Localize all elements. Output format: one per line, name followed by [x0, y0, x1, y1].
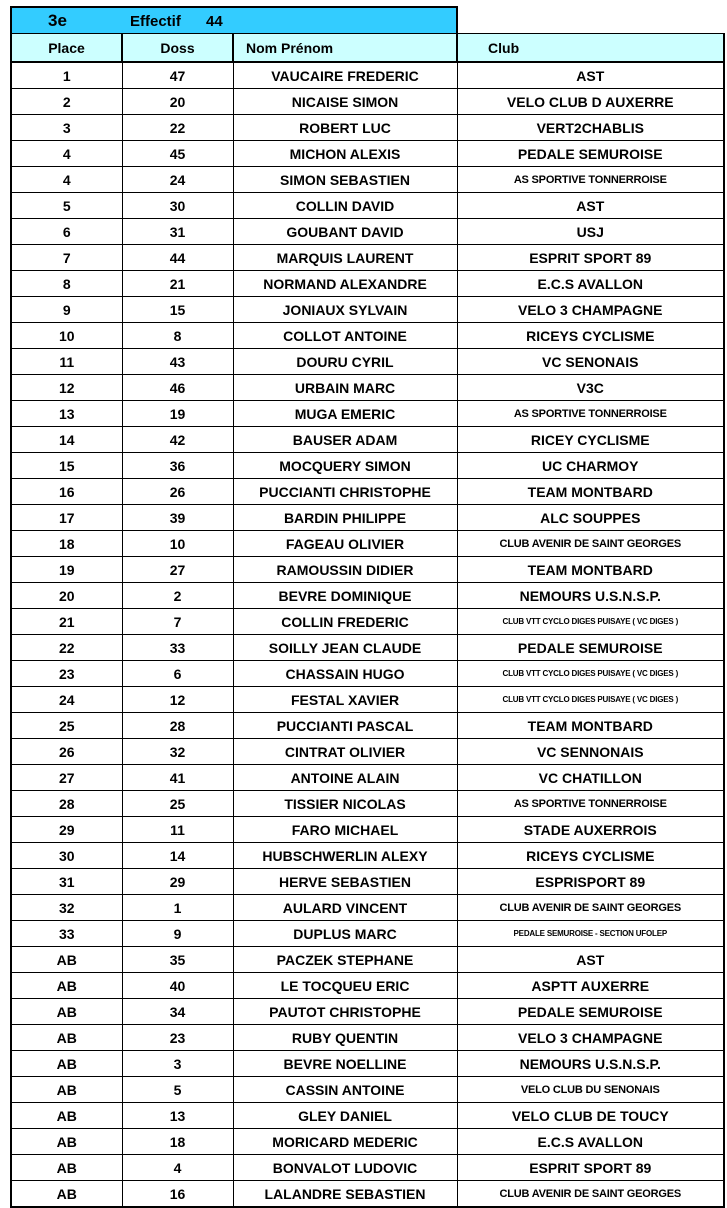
- cell-place: 8: [11, 271, 122, 297]
- cell-name: ROBERT LUC: [233, 115, 457, 141]
- table-row: [11, 62, 724, 89]
- cell-place: 31: [11, 869, 122, 895]
- results-table: [10, 6, 725, 1208]
- table-row: [11, 245, 724, 271]
- cell-club: ESPRISPORT 89: [457, 869, 724, 895]
- cell-doss: 46: [122, 375, 233, 401]
- cell-club: CLUB AVENIR DE SAINT GEORGES: [457, 531, 724, 557]
- cell-name: BEVRE NOELLINE: [233, 1051, 457, 1077]
- cell-doss: 36: [122, 453, 233, 479]
- table-row: [11, 401, 724, 427]
- cell-place: 6: [11, 219, 122, 245]
- table-row: [11, 999, 724, 1025]
- table-row: [11, 895, 724, 921]
- cell-club: CLUB AVENIR DE SAINT GEORGES: [457, 1181, 724, 1208]
- cell-name: HERVE SEBASTIEN: [233, 869, 457, 895]
- cell-name: NORMAND ALEXANDRE: [233, 271, 457, 297]
- table-row: [11, 479, 724, 505]
- cell-doss: 13: [122, 1103, 233, 1129]
- cell-place: 3: [11, 115, 122, 141]
- cell-club: TEAM MONTBARD: [457, 713, 724, 739]
- cell-doss: 16: [122, 1181, 233, 1208]
- cell-doss: 14: [122, 843, 233, 869]
- table-row: [11, 167, 724, 193]
- column-header-doss: Doss: [122, 34, 233, 63]
- cell-doss: 24: [122, 167, 233, 193]
- cell-club: AST: [457, 62, 724, 89]
- cell-club: RICEY CYCLISME: [457, 427, 724, 453]
- cell-club: VELO 3 CHAMPAGNE: [457, 297, 724, 323]
- cell-doss: 43: [122, 349, 233, 375]
- cell-place: 4: [11, 167, 122, 193]
- cell-place: 7: [11, 245, 122, 271]
- cell-place: 17: [11, 505, 122, 531]
- cell-place: 22: [11, 635, 122, 661]
- cell-place: 15: [11, 453, 122, 479]
- cell-club: USJ: [457, 219, 724, 245]
- cell-place: AB: [11, 1051, 122, 1077]
- cell-club: CLUB VTT CYCLO DIGES PUISAYE ( VC DIGES ): [457, 687, 724, 713]
- table-row: [11, 297, 724, 323]
- cell-doss: 34: [122, 999, 233, 1025]
- cell-doss: 33: [122, 635, 233, 661]
- cell-club: CLUB VTT CYCLO DIGES PUISAYE ( VC DIGES ): [457, 661, 724, 687]
- cell-place: AB: [11, 1181, 122, 1208]
- cell-place: 5: [11, 193, 122, 219]
- cell-doss: 4: [122, 1155, 233, 1181]
- table-row: [11, 89, 724, 115]
- effectif-label: Effectif: [130, 12, 181, 30]
- table-row: [11, 115, 724, 141]
- cell-club: RICEYS CYCLISME: [457, 323, 724, 349]
- cell-name: CINTRAT OLIVIER: [233, 739, 457, 765]
- cell-place: 18: [11, 531, 122, 557]
- cell-name: LALANDRE SEBASTIEN: [233, 1181, 457, 1208]
- cell-doss: 7: [122, 609, 233, 635]
- cell-doss: 35: [122, 947, 233, 973]
- cell-place: 19: [11, 557, 122, 583]
- cell-club: VELO CLUB D AUXERRE: [457, 89, 724, 115]
- cell-doss: 30: [122, 193, 233, 219]
- cell-name: COLLIN DAVID: [233, 193, 457, 219]
- cell-place: AB: [11, 1129, 122, 1155]
- cell-name: HUBSCHWERLIN ALEXY: [233, 843, 457, 869]
- cell-club: VELO CLUB DU SENONAIS: [457, 1077, 724, 1103]
- cell-club: AST: [457, 947, 724, 973]
- cell-club: PEDALE SEMUROISE - SECTION UFOLEP: [457, 921, 724, 947]
- table-row: [11, 947, 724, 973]
- cell-club: PEDALE SEMUROISE: [457, 635, 724, 661]
- cell-club: TEAM MONTBARD: [457, 479, 724, 505]
- table-row: [11, 635, 724, 661]
- cell-club: VC SENONAIS: [457, 349, 724, 375]
- cell-name: FAGEAU OLIVIER: [233, 531, 457, 557]
- category-header: [11, 7, 457, 34]
- cell-place: AB: [11, 973, 122, 999]
- table-row: [11, 713, 724, 739]
- cell-doss: 5: [122, 1077, 233, 1103]
- cell-doss: 10: [122, 531, 233, 557]
- cell-doss: 27: [122, 557, 233, 583]
- cell-doss: 12: [122, 687, 233, 713]
- cell-club: ASPTT AUXERRE: [457, 973, 724, 999]
- cell-doss: 20: [122, 89, 233, 115]
- table-row: [11, 1051, 724, 1077]
- cell-doss: 15: [122, 297, 233, 323]
- cell-place: 28: [11, 791, 122, 817]
- cell-name: BEVRE DOMINIQUE: [233, 583, 457, 609]
- cell-doss: 32: [122, 739, 233, 765]
- cell-name: CHASSAIN HUGO: [233, 661, 457, 687]
- table-row: [11, 349, 724, 375]
- cell-name: MUGA EMERIC: [233, 401, 457, 427]
- cell-club: CLUB AVENIR DE SAINT GEORGES: [457, 895, 724, 921]
- table-row: [11, 193, 724, 219]
- effectif-value: 44: [206, 12, 223, 30]
- cell-name: PACZEK STEPHANE: [233, 947, 457, 973]
- cell-doss: 41: [122, 765, 233, 791]
- table-row: [11, 1155, 724, 1181]
- cell-name: AULARD VINCENT: [233, 895, 457, 921]
- cell-name: COLLOT ANTOINE: [233, 323, 457, 349]
- cell-name: GLEY DANIEL: [233, 1103, 457, 1129]
- cell-club: RICEYS CYCLISME: [457, 843, 724, 869]
- cell-place: 13: [11, 401, 122, 427]
- cell-doss: 9: [122, 921, 233, 947]
- table-row: [11, 687, 724, 713]
- cell-place: 2: [11, 89, 122, 115]
- cell-place: 25: [11, 713, 122, 739]
- cell-club: NEMOURS U.S.N.S.P.: [457, 583, 724, 609]
- cell-club: AS SPORTIVE TONNERROISE: [457, 401, 724, 427]
- cell-club: VERT2CHABLIS: [457, 115, 724, 141]
- cell-place: 16: [11, 479, 122, 505]
- cell-name: MARQUIS LAURENT: [233, 245, 457, 271]
- table-row: [11, 739, 724, 765]
- cell-doss: 22: [122, 115, 233, 141]
- table-row: [11, 843, 724, 869]
- cell-doss: 3: [122, 1051, 233, 1077]
- cell-place: 20: [11, 583, 122, 609]
- cell-doss: 47: [122, 62, 233, 89]
- cell-club: PEDALE SEMUROISE: [457, 999, 724, 1025]
- cell-name: MOCQUERY SIMON: [233, 453, 457, 479]
- table-row: [11, 1025, 724, 1051]
- cell-name: DUPLUS MARC: [233, 921, 457, 947]
- cell-club: UC CHARMOY: [457, 453, 724, 479]
- table-row: [11, 791, 724, 817]
- cell-place: 27: [11, 765, 122, 791]
- cell-doss: 21: [122, 271, 233, 297]
- cell-club: V3C: [457, 375, 724, 401]
- cell-doss: 1: [122, 895, 233, 921]
- cell-doss: 44: [122, 245, 233, 271]
- cell-name: SOILLY JEAN CLAUDE: [233, 635, 457, 661]
- table-row: [11, 505, 724, 531]
- cell-doss: 8: [122, 323, 233, 349]
- column-header-club: Club: [457, 34, 724, 63]
- cell-name: FARO MICHAEL: [233, 817, 457, 843]
- cell-doss: 19: [122, 401, 233, 427]
- table-row: [11, 1077, 724, 1103]
- cell-doss: 18: [122, 1129, 233, 1155]
- cell-name: RUBY QUENTIN: [233, 1025, 457, 1051]
- cell-club: VELO CLUB DE TOUCY: [457, 1103, 724, 1129]
- column-header-name: Nom Prénom: [233, 34, 457, 63]
- cell-place: 11: [11, 349, 122, 375]
- table-row: [11, 609, 724, 635]
- table-row: [11, 765, 724, 791]
- table-row: [11, 973, 724, 999]
- table-row: [11, 583, 724, 609]
- column-header-place: Place: [11, 34, 122, 63]
- cell-name: PAUTOT CHRISTOPHE: [233, 999, 457, 1025]
- cell-place: 24: [11, 687, 122, 713]
- table-row: [11, 323, 724, 349]
- table-row: [11, 1103, 724, 1129]
- cell-doss: 11: [122, 817, 233, 843]
- cell-name: BAUSER ADAM: [233, 427, 457, 453]
- cell-name: DOURU CYRIL: [233, 349, 457, 375]
- cell-place: 12: [11, 375, 122, 401]
- results-sheet: [10, 6, 723, 1208]
- cell-club: AST: [457, 193, 724, 219]
- cell-place: AB: [11, 1077, 122, 1103]
- cell-club: VC CHATILLON: [457, 765, 724, 791]
- table-row: [11, 921, 724, 947]
- cell-place: AB: [11, 1025, 122, 1051]
- cell-place: 32: [11, 895, 122, 921]
- cell-place: AB: [11, 1155, 122, 1181]
- cell-name: LE TOCQUEU ERIC: [233, 973, 457, 999]
- cell-place: AB: [11, 1103, 122, 1129]
- cell-place: 14: [11, 427, 122, 453]
- cell-doss: 31: [122, 219, 233, 245]
- cell-club: VC SENNONAIS: [457, 739, 724, 765]
- cell-place: AB: [11, 947, 122, 973]
- cell-club: ESPRIT SPORT 89: [457, 1155, 724, 1181]
- cell-place: 4: [11, 141, 122, 167]
- table-row: [11, 219, 724, 245]
- cell-club: ESPRIT SPORT 89: [457, 245, 724, 271]
- cell-name: PUCCIANTI CHRISTOPHE: [233, 479, 457, 505]
- table-row: [11, 531, 724, 557]
- cell-doss: 45: [122, 141, 233, 167]
- category-header-row: [11, 7, 724, 34]
- cell-place: 1: [11, 62, 122, 89]
- category-label: 3e: [48, 10, 67, 30]
- cell-place: 29: [11, 817, 122, 843]
- cell-name: URBAIN MARC: [233, 375, 457, 401]
- table-row: [11, 1181, 724, 1208]
- cell-club: VELO 3 CHAMPAGNE: [457, 1025, 724, 1051]
- cell-club: AS SPORTIVE TONNERROISE: [457, 167, 724, 193]
- table-row: [11, 661, 724, 687]
- cell-place: 21: [11, 609, 122, 635]
- cell-name: BARDIN PHILIPPE: [233, 505, 457, 531]
- cell-name: NICAISE SIMON: [233, 89, 457, 115]
- cell-doss: 28: [122, 713, 233, 739]
- cell-name: ANTOINE ALAIN: [233, 765, 457, 791]
- table-row: [11, 375, 724, 401]
- table-row: [11, 1129, 724, 1155]
- cell-name: COLLIN FREDERIC: [233, 609, 457, 635]
- cell-name: MICHON ALEXIS: [233, 141, 457, 167]
- cell-name: JONIAUX SYLVAIN: [233, 297, 457, 323]
- table-row: [11, 141, 724, 167]
- cell-name: MORICARD MEDERIC: [233, 1129, 457, 1155]
- cell-name: FESTAL XAVIER: [233, 687, 457, 713]
- cell-club: STADE AUXERROIS: [457, 817, 724, 843]
- header-blank-cell: [457, 7, 724, 34]
- cell-name: SIMON SEBASTIEN: [233, 167, 457, 193]
- cell-place: 33: [11, 921, 122, 947]
- table-row: [11, 869, 724, 895]
- cell-club: NEMOURS U.S.N.S.P.: [457, 1051, 724, 1077]
- table-row: [11, 271, 724, 297]
- cell-name: VAUCAIRE FREDERIC: [233, 62, 457, 89]
- cell-name: RAMOUSSIN DIDIER: [233, 557, 457, 583]
- table-row: [11, 427, 724, 453]
- cell-doss: 25: [122, 791, 233, 817]
- cell-club: E.C.S AVALLON: [457, 271, 724, 297]
- cell-club: TEAM MONTBARD: [457, 557, 724, 583]
- cell-doss: 42: [122, 427, 233, 453]
- cell-name: BONVALOT LUDOVIC: [233, 1155, 457, 1181]
- table-row: [11, 817, 724, 843]
- cell-doss: 23: [122, 1025, 233, 1051]
- cell-club: CLUB VTT CYCLO DIGES PUISAYE ( VC DIGES ): [457, 609, 724, 635]
- cell-doss: 39: [122, 505, 233, 531]
- cell-place: AB: [11, 999, 122, 1025]
- cell-doss: 6: [122, 661, 233, 687]
- cell-place: 30: [11, 843, 122, 869]
- cell-club: AS SPORTIVE TONNERROISE: [457, 791, 724, 817]
- cell-doss: 29: [122, 869, 233, 895]
- cell-place: 26: [11, 739, 122, 765]
- cell-club: ALC SOUPPES: [457, 505, 724, 531]
- table-row: [11, 453, 724, 479]
- cell-place: 10: [11, 323, 122, 349]
- cell-place: 9: [11, 297, 122, 323]
- cell-name: GOUBANT DAVID: [233, 219, 457, 245]
- cell-club: E.C.S AVALLON: [457, 1129, 724, 1155]
- table-row: [11, 557, 724, 583]
- cell-doss: 26: [122, 479, 233, 505]
- column-header-row: [11, 34, 724, 63]
- cell-place: 23: [11, 661, 122, 687]
- cell-name: PUCCIANTI PASCAL: [233, 713, 457, 739]
- cell-doss: 40: [122, 973, 233, 999]
- cell-name: TISSIER NICOLAS: [233, 791, 457, 817]
- cell-name: CASSIN ANTOINE: [233, 1077, 457, 1103]
- cell-doss: 2: [122, 583, 233, 609]
- cell-club: PEDALE SEMUROISE: [457, 141, 724, 167]
